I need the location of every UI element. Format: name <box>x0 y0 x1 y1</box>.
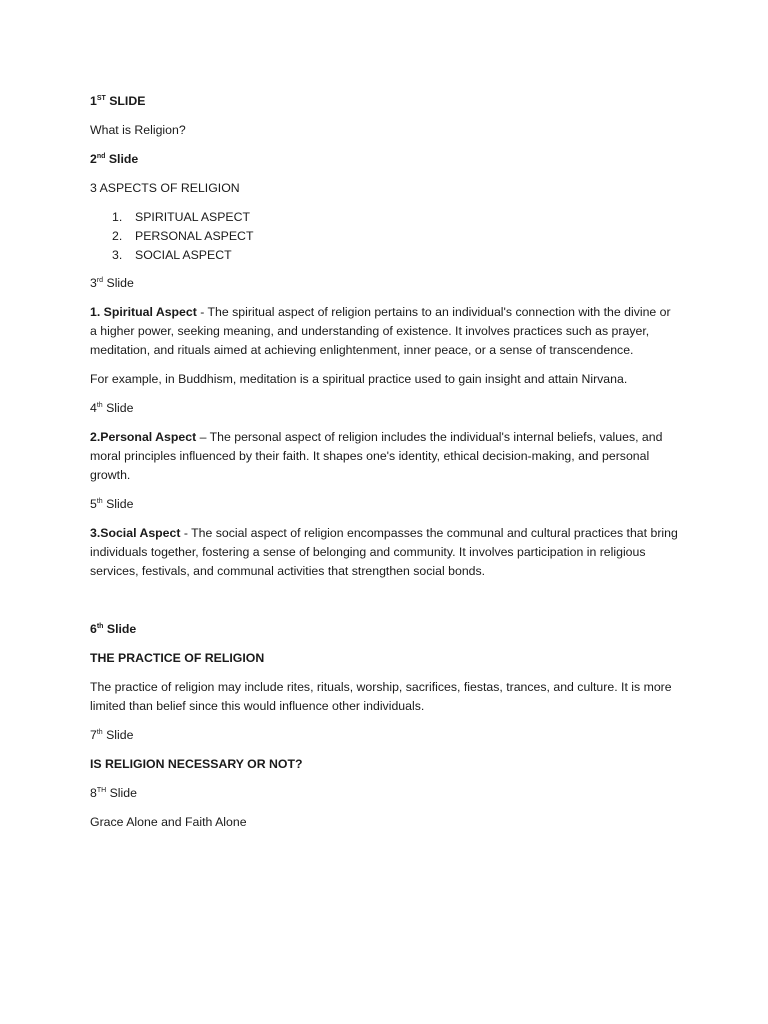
practice-paragraph: The practice of religion may include rites, rituals, worship, sacrifices, fiestas, trances, and culture. It is more limited than belief since this would influence other individuals. <box>90 680 672 713</box>
ordinal-suffix: TH <box>96 787 107 794</box>
slide-word: Slide <box>106 276 134 290</box>
list-number: 2. <box>112 229 123 243</box>
list-label: PERSONAL ASPECT <box>135 229 254 243</box>
ordinal-suffix: th <box>96 729 103 736</box>
slide-4-label <box>90 399 680 418</box>
slide-2-heading: 3 ASPECTS OF RELIGION <box>90 181 240 195</box>
slide-number: 6 <box>90 622 97 636</box>
slide-5-label <box>90 495 680 514</box>
social-aspect-paragraph <box>90 524 680 581</box>
slide-7-heading <box>90 755 680 774</box>
paragraph-lead: 2.Personal Aspect <box>90 430 197 444</box>
list-label: SOCIAL ASPECT <box>135 248 232 262</box>
personal-aspect-paragraph <box>90 428 680 485</box>
slide-number: 8 <box>90 786 97 800</box>
slide-1-title: What is Religion? <box>90 123 186 137</box>
slide-number: 2 <box>90 152 97 166</box>
slide-word: Slide <box>106 497 134 511</box>
list-item <box>90 208 680 227</box>
slide-1-label <box>90 92 680 111</box>
ordinal-suffix: ST <box>96 95 106 102</box>
document-body <box>90 92 680 842</box>
ordinal-suffix: rd <box>96 277 104 284</box>
list-number: 1. <box>112 210 123 224</box>
ordinal-suffix: th <box>96 402 103 409</box>
slide-number: 5 <box>90 497 97 511</box>
slide-8-label <box>90 784 680 803</box>
list-item <box>90 227 680 246</box>
spiritual-aspect-paragraph <box>90 303 680 360</box>
slide-8-text: Grace Alone and Faith Alone <box>90 815 247 829</box>
slide-number: 3 <box>90 276 97 290</box>
paragraph-lead: 1. Spiritual Aspect <box>90 305 197 319</box>
slide-number: 1 <box>90 94 97 108</box>
list-label: SPIRITUAL ASPECT <box>135 210 251 224</box>
slide-6-label <box>90 620 680 639</box>
paragraph-body: - The spiritual aspect of religion pertains to an individual's connection with the divine or a higher power, seeking meaning, and understanding of existence. It involves practices such as prayer, meditation, and rituals aimed at achieving enlightenment, inner peace, or a sense of transcendence. <box>90 305 671 357</box>
heading-text: THE PRACTICE OF RELIGION <box>90 651 265 665</box>
slide-word: Slide <box>106 622 137 636</box>
slide-word: SLIDE <box>109 94 146 108</box>
slide-word: Slide <box>106 728 134 742</box>
ordinal-suffix: nd <box>96 153 106 160</box>
slide-number: 7 <box>90 728 97 742</box>
blank-line <box>90 591 680 620</box>
ordinal-suffix: th <box>96 498 103 505</box>
ordinal-suffix: th <box>96 623 104 630</box>
buddhism-example: For example, in Buddhism, meditation is a spiritual practice used to gain insight and attain Nirvana. <box>90 372 628 386</box>
paragraph-body: - The social aspect of religion encompasses the communal and cultural practices that bring individuals together, fostering a sense of belonging and community. It involves participation in religious services, festivals, and communal activities that strengthen social bonds. <box>90 526 678 578</box>
list-item <box>90 246 680 265</box>
aspects-list <box>90 208 680 265</box>
slide-6-heading <box>90 649 680 668</box>
heading-text: IS RELIGION NECESSARY OR NOT? <box>90 757 303 771</box>
slide-2-label <box>90 150 680 169</box>
paragraph-body: – The personal aspect of religion includes the individual's internal beliefs, values, and moral principles influenced by their faith. It shapes one's identity, ethical decision-making, and personal growth. <box>90 430 663 482</box>
list-number: 3. <box>112 248 123 262</box>
slide-3-label <box>90 274 680 293</box>
paragraph-lead: 3.Social Aspect <box>90 526 181 540</box>
slide-number: 4 <box>90 401 97 415</box>
slide-7-label <box>90 726 680 745</box>
slide-word: Slide <box>109 786 137 800</box>
slide-word: Slide <box>106 401 134 415</box>
slide-word: Slide <box>108 152 139 166</box>
